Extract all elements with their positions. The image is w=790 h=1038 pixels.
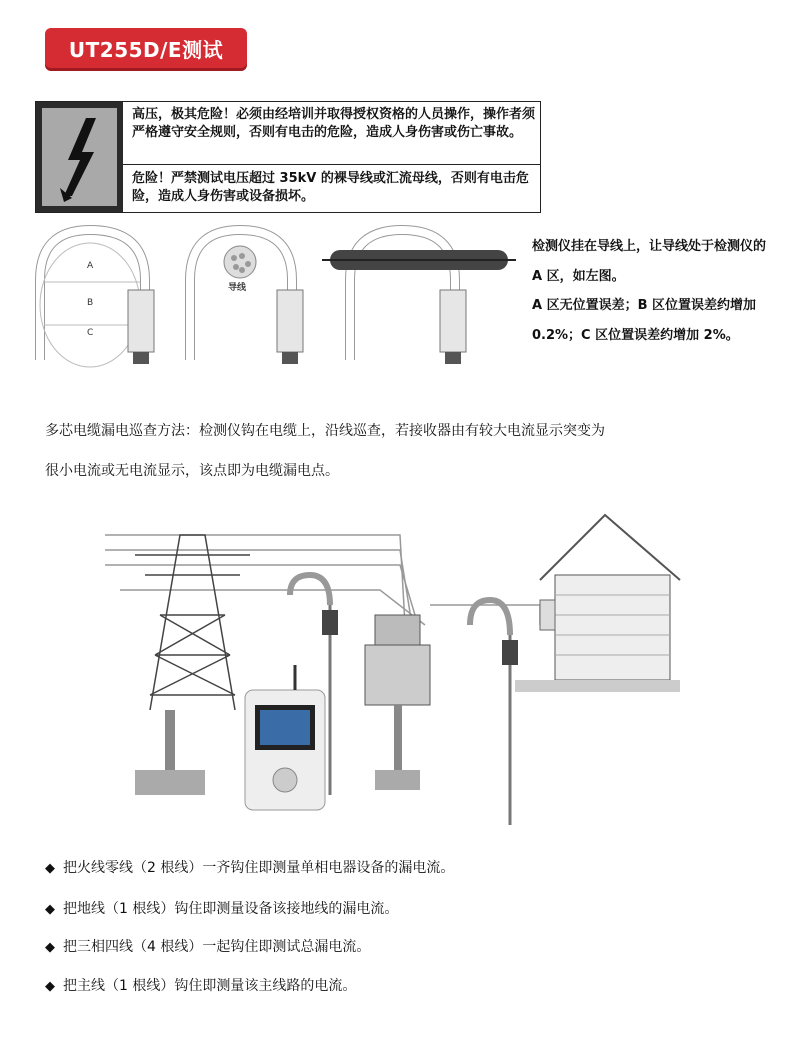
warning-text-2: 危险！严禁测试电压超过 35kV 的裸导线或汇流母线，否则有电击危险，造成人身伤害或设备损坏。	[132, 171, 529, 204]
zone-c-label: C	[87, 328, 94, 338]
page-title: UT255D/E测试	[45, 28, 247, 68]
clamp-zones-figure	[40, 230, 154, 367]
clamp-conductor-figure	[190, 230, 303, 364]
bullet-item-3: ◆ 把三相四线（4 根线）一起钩住即测试总漏电流。	[45, 939, 371, 955]
zone-a-label: A	[87, 261, 94, 271]
side-note-line-1: 检测仪挂在导线上，让导线处于检测仪的 A 区，如左图。	[532, 239, 767, 284]
clamp-cable-figure	[322, 230, 516, 364]
high-voltage-icon	[36, 102, 123, 212]
transformer	[365, 615, 430, 790]
bullet-item-4: ◆ 把主线（1 根线）钩住即测量该主线路的电流。	[45, 978, 357, 994]
zone-b-label: B	[87, 298, 94, 308]
leakage-inspection-diagram	[100, 495, 690, 835]
clamp-position-diagram	[30, 220, 520, 380]
bullet-item-2: ◆ 把地线（1 根线）钩住即测量设备该接地线的漏电流。	[45, 901, 399, 917]
side-note	[532, 232, 777, 350]
receiver-device	[245, 665, 325, 810]
side-note-line-2: A 区无位置误差；B 区位置误差约增加 0.2%；C 区位置误差约增加 2%。	[532, 298, 757, 343]
transmission-tower	[135, 535, 250, 710]
bullet-marker: ◆	[45, 940, 55, 955]
conductor-label: 导线	[228, 283, 247, 293]
bullet-marker: ◆	[45, 902, 55, 917]
bullet-item-1: ◆ 把火线零线（2 根线）一齐钩住即测量单相电器设备的漏电流。	[45, 860, 455, 876]
method-text-2: 很小电流或无电流显示，该点即为电缆漏电点。	[45, 463, 339, 479]
warning-text-1: 高压，极其危险！必须由经培训并取得授权资格的人员操作，操作者须严格遵守安全规则，否则有电击的危险，造成人身伤害或伤亡事故。	[132, 107, 536, 140]
bullet-marker: ◆	[45, 979, 55, 994]
method-text-1: 多芯电缆漏电巡查方法：检测仪钩在电缆上，沿线巡查，若接收器由有较大电流显示突变为	[45, 423, 605, 439]
warning-box	[35, 101, 541, 213]
house	[515, 515, 680, 692]
bullet-marker: ◆	[45, 861, 55, 876]
warning-divider	[123, 164, 540, 165]
